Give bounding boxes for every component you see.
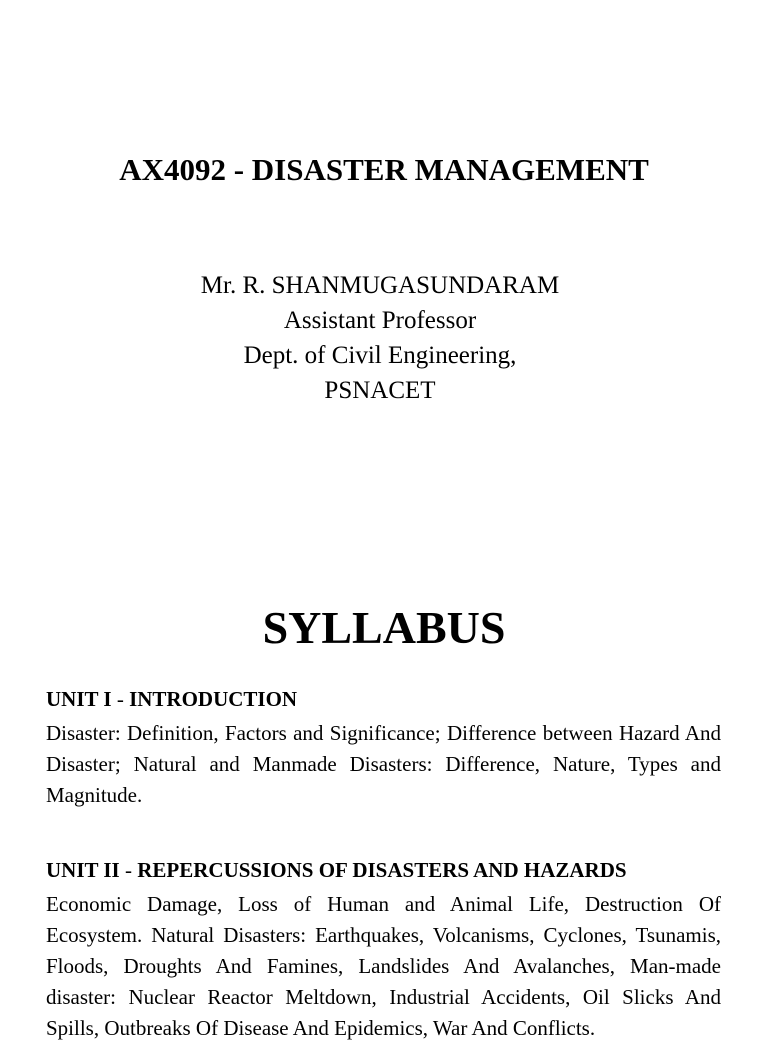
unit-separator: - [119, 858, 138, 882]
unit-body: Disaster: Definition, Factors and Significance; Difference between Hazard And Disaster; Natural and Manmade Disasters: Difference, Nature, Types and Magnitude. [46, 721, 721, 807]
unit-section [46, 855, 721, 1044]
unit-name: UNIT I [46, 687, 112, 711]
author-department: Dept. of Civil Engineering, [243, 342, 517, 369]
author-institution: PSNACET [324, 377, 436, 404]
author-designation: Assistant Professor [283, 307, 477, 334]
unit-heading [46, 684, 721, 714]
author-name: Mr. R. SHANMUGASUNDARAM [200, 272, 560, 299]
course-title: AX4092 - DISASTER MANAGEMENT [119, 152, 649, 187]
syllabus-heading: SYLLABUS [262, 602, 506, 653]
unit-body: Economic Damage, Loss of Human and Animal Life, Destruction Of Ecosystem. Natural Disasters: Earthquakes, Volcanisms, Cyclones, Tsunamis, Floods, Droughts And Famines, Landslides And Avalanches, Man-made disaster: Nuclear Reactor Meltdown, Industrial Accidents, Oil Slicks And Spills, Outbreaks Of Disease And Epidemics, War And Conflicts. [46, 892, 721, 1040]
unit-name: UNIT II [46, 858, 120, 882]
author-block [0, 268, 760, 408]
unit-section [46, 684, 721, 811]
unit-title: INTRODUCTION [129, 687, 298, 711]
unit-title: REPERCUSSIONS OF DISASTERS AND HAZARDS [137, 858, 627, 882]
unit-heading [46, 855, 721, 885]
unit-separator: - [111, 687, 130, 711]
